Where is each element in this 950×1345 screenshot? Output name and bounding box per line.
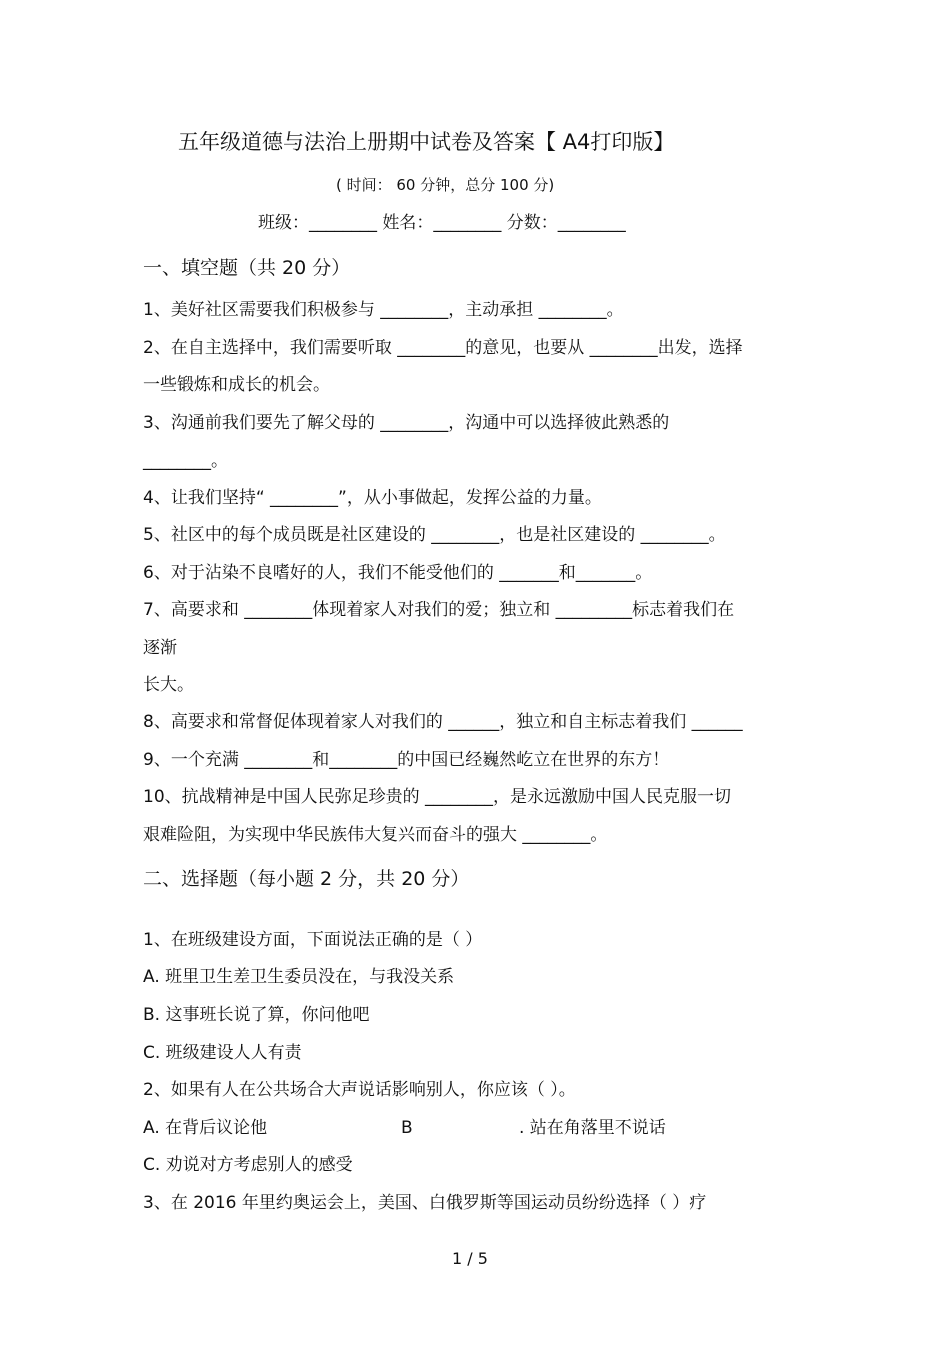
choice-option: A. 在背后议论他 [143, 1118, 268, 1138]
question-line: 1、在班级建设方面，下面说法正确的是（ ） [143, 930, 483, 950]
section-heading-multiple-choice: 二、选择题（每小题 2 分，共 20 分） [143, 868, 470, 890]
question-line: 8、高要求和常督促体现着家人对我们的 ______，独立和自主标志着我们 ______ [143, 712, 743, 732]
question-line: 长大。 [143, 675, 194, 695]
question-line: 7、高要求和 ________体现着家人对我们的爱；独立和 _________标志着我们在 [143, 600, 735, 620]
question-line: 6、对于沾染不良嗜好的人，我们不能受他们的 _______和_______。 [143, 563, 653, 583]
question-line: 2、如果有人在公共场合大声说话影响别人，你应该（ ）。 [143, 1080, 576, 1100]
question-line: ________。 [143, 451, 228, 471]
question-line: 3、在 2016 年里约奥运会上，美国、白俄罗斯等国运动员纷纷选择（ ）疗 [143, 1193, 707, 1213]
question-line: 1、美好社区需要我们积极参与 ________，主动承担 ________。 [143, 300, 624, 320]
student-info-line: 班级：________ 姓名：________ 分数：________ [258, 213, 626, 233]
question-line: 艰难险阻，为实现中华民族伟大复兴而奋斗的强大 ________。 [143, 825, 608, 845]
question-line: 5、社区中的每个成员既是社区建设的 ________，也是社区建设的 ________。 [143, 525, 726, 545]
page-number: 1 / 5 [452, 1249, 488, 1268]
section-heading-fill-blank: 一、填空题（共 20 分） [143, 257, 351, 279]
choice-option: B. 这事班长说了算，你问他吧 [143, 1005, 370, 1025]
question-line: 10、抗战精神是中国人民弥足珍贵的 ________，是永远激励中国人民克服一切 [143, 787, 732, 807]
page-title: 五年级道德与法治上册期中试卷及答案【 A4打印版】 [178, 130, 675, 154]
question-line: 4、让我们坚持“ ________”，从小事做起，发挥公益的力量。 [143, 488, 602, 508]
exam-time-info: ( 时间： 60 分钟，总分 100 分) [336, 176, 555, 194]
question-line: 2、在自主选择中，我们需要听取 ________的意见，也要从 ________出发，选择 [143, 338, 743, 358]
question-line: 一些锻炼和成长的机会。 [143, 375, 330, 395]
question-line: 逐渐 [143, 638, 177, 658]
choice-option: C. 班级建设人人有责 [143, 1043, 302, 1063]
question-line: 9、一个充满 ________和________的中国已经巍然屹立在世界的东方！ [143, 750, 670, 770]
choice-option: . 站在角落里不说话 [519, 1118, 666, 1138]
choice-option: A. 班里卫生差卫生委员没在，与我没关系 [143, 967, 455, 987]
question-line: 3、沟通前我们要先了解父母的 ________，沟通中可以选择彼此熟悉的 [143, 413, 670, 433]
choice-option-letter: B [401, 1118, 413, 1138]
choice-option: C. 劝说对方考虑别人的感受 [143, 1155, 353, 1175]
